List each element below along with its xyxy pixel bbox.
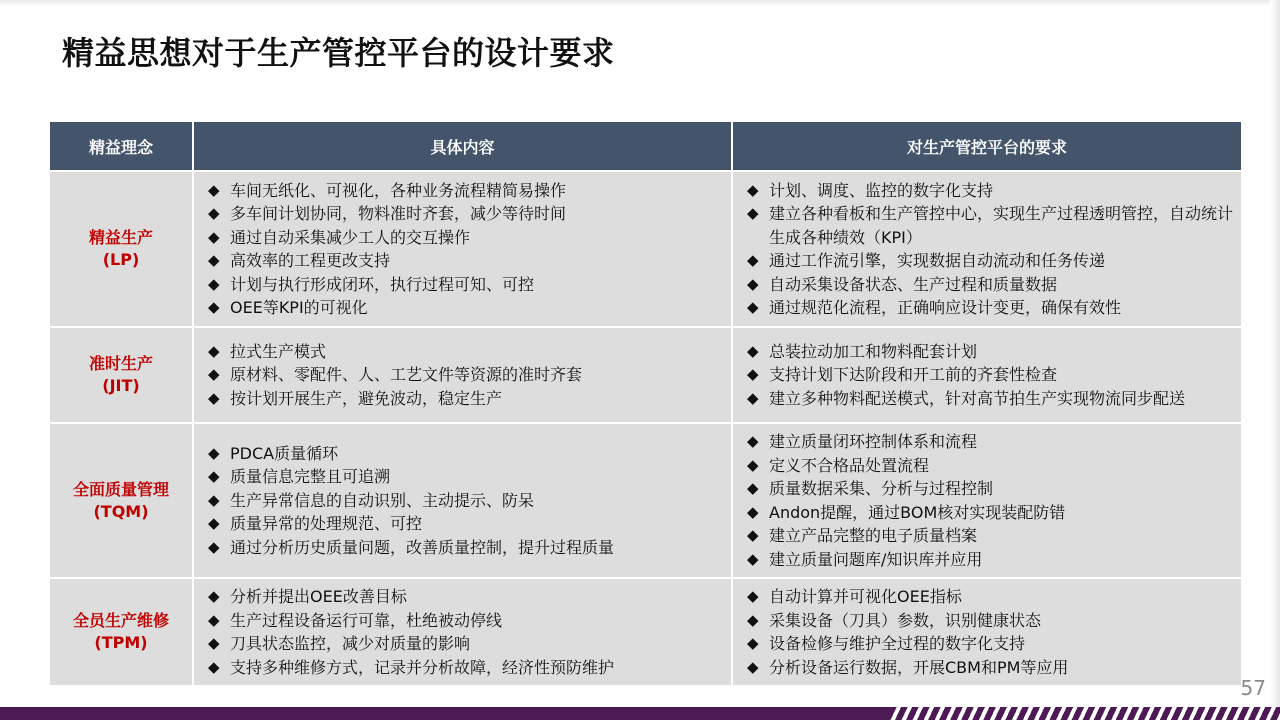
table-body — [50, 171, 1241, 686]
table-row — [50, 578, 1241, 686]
list-item-text: 采集设备（刀具）参数，识别健康状态 — [769, 610, 1042, 630]
list-item-text: 总装拉动加工和物料配套计划 — [769, 341, 978, 361]
list-item-text: 生产过程设备运行可靠，杜绝被动停线 — [230, 610, 503, 630]
concept-name: 精益生产 — [88, 228, 153, 247]
diamond-bullet-icon: ◆ — [747, 587, 759, 605]
concept-abbr: (TPM) — [94, 633, 148, 652]
concept-cell — [50, 423, 193, 578]
diamond-bullet-icon: ◆ — [208, 443, 220, 462]
requirements-cell — [732, 578, 1241, 686]
list-item-text: 质量信息完整且可追溯 — [230, 467, 391, 487]
header-requirements: 对生产管控平台的要求 — [732, 122, 1241, 171]
top-edge-shadow — [0, 0, 1280, 6]
list-item — [747, 296, 1233, 320]
list-item-text: 通过规范化流程，正确响应设计变更，确保有效性 — [769, 298, 1122, 317]
diamond-bullet-icon: ◆ — [747, 526, 759, 544]
diamond-bullet-icon: ◆ — [747, 634, 759, 652]
list-item-text: 建立多种物料配送模式，针对高节拍生产实现物流同步配送 — [769, 388, 1186, 408]
list-item-text: 通过分析历史质量问题，改善质量控制，提升过程质量 — [230, 537, 615, 557]
diamond-bullet-icon: ◆ — [747, 251, 759, 269]
list-item-text: 支持多种维修方式，记录并分析故障，经济性预防维护 — [230, 657, 615, 677]
diamond-bullet-icon: ◆ — [747, 610, 759, 629]
list-item-text: 高效率的工程更改支持 — [230, 251, 391, 270]
header-content: 具体内容 — [193, 122, 732, 171]
diamond-bullet-icon: ◆ — [208, 365, 220, 384]
concept-name: 全员生产维修 — [72, 611, 169, 630]
requirements-cell — [732, 171, 1241, 327]
content-cell — [193, 578, 732, 686]
diamond-bullet-icon: ◆ — [208, 657, 220, 676]
header-concept: 精益理念 — [50, 122, 193, 171]
list-item — [747, 609, 1233, 633]
list-item — [747, 363, 1233, 387]
list-item — [747, 430, 1233, 454]
concept-cell — [50, 327, 193, 423]
list-item-text: 建立产品完整的电子质量档案 — [769, 526, 978, 545]
footer-band — [0, 707, 890, 720]
diamond-bullet-icon: ◆ — [208, 298, 220, 316]
list-item — [747, 179, 1233, 203]
list-item-text: 定义不合格品处置流程 — [769, 455, 930, 475]
list-item — [208, 202, 723, 226]
concept-abbr: (JIT) — [102, 376, 140, 395]
list-item-text: 分析并提出OEE改善目标 — [230, 587, 407, 606]
list-item-text: OEE等KPI的可视化 — [230, 298, 368, 317]
diamond-bullet-icon: ◆ — [208, 180, 220, 199]
requirements-cell — [732, 423, 1241, 578]
list-item-text: 刀具状态监控，减少对质量的影响 — [230, 634, 471, 653]
concept-abbr: (LP) — [102, 250, 140, 269]
diamond-bullet-icon: ◆ — [208, 490, 220, 509]
list-item-text: 设备检修与维护全过程的数字化支持 — [769, 634, 1026, 653]
diamond-bullet-icon: ◆ — [208, 274, 220, 293]
list-item-text: PDCA质量循环 — [230, 443, 339, 463]
slide-title: 精益思想对于生产管控平台的设计要求 — [62, 34, 615, 72]
diamond-bullet-icon: ◆ — [747, 657, 759, 676]
list-item — [747, 477, 1233, 501]
requirements-cell — [732, 327, 1241, 423]
list-item-text: 原材料、零配件、人、工艺文件等资源的准时齐套 — [230, 365, 583, 385]
diamond-bullet-icon: ◆ — [208, 341, 220, 360]
bullet-list — [208, 585, 723, 679]
diamond-bullet-icon: ◆ — [208, 227, 220, 246]
list-item — [208, 442, 723, 466]
list-item-text: 车间无纸化、可视化，各种业务流程精简易操作 — [230, 180, 567, 200]
diamond-bullet-icon: ◆ — [208, 537, 220, 556]
diamond-bullet-icon: ◆ — [747, 365, 759, 384]
list-item — [208, 585, 723, 609]
right-edge-shadow — [1270, 0, 1280, 720]
concept-cell — [50, 171, 193, 327]
list-item — [208, 273, 723, 297]
table-row — [50, 423, 1241, 578]
diamond-bullet-icon: ◆ — [747, 549, 759, 568]
list-item-text: Andon提醒，通过BOM核对实现装配防错 — [769, 502, 1066, 522]
lean-requirements-table — [50, 122, 1241, 687]
diamond-bullet-icon: ◆ — [747, 502, 759, 521]
list-item — [747, 656, 1233, 680]
footer-stripes — [890, 707, 1280, 720]
list-item-text: 多车间计划协同，物料准时齐套，减少等待时间 — [230, 204, 567, 223]
content-cell — [193, 171, 732, 327]
list-item — [747, 387, 1233, 411]
list-item — [208, 387, 723, 411]
table-row — [50, 327, 1241, 423]
diamond-bullet-icon: ◆ — [747, 388, 759, 407]
bullet-list — [208, 340, 723, 411]
list-item — [208, 536, 723, 560]
list-item — [747, 548, 1233, 572]
list-item-text: 计划与执行形成闭环，执行过程可知、可控 — [230, 274, 535, 294]
diamond-bullet-icon: ◆ — [747, 274, 759, 293]
list-item — [747, 454, 1233, 478]
list-item — [208, 609, 723, 633]
concept-abbr: (TQM) — [93, 501, 149, 521]
bullet-list — [747, 585, 1233, 679]
diamond-bullet-icon: ◆ — [747, 204, 759, 222]
list-item — [208, 249, 723, 273]
content-cell — [193, 327, 732, 423]
table-header-row — [50, 122, 1241, 171]
list-item — [747, 202, 1233, 249]
list-item — [747, 585, 1233, 609]
diamond-bullet-icon: ◆ — [747, 298, 759, 316]
list-item — [747, 249, 1233, 273]
diamond-bullet-icon: ◆ — [208, 251, 220, 269]
list-item-text: 计划、调度、监控的数字化支持 — [769, 180, 994, 200]
list-item-text: 质量数据采集、分析与过程控制 — [769, 479, 994, 498]
list-item-text: 建立质量闭环控制体系和流程 — [769, 432, 978, 451]
diamond-bullet-icon: ◆ — [208, 388, 220, 407]
diamond-bullet-icon: ◆ — [208, 204, 220, 222]
diamond-bullet-icon: ◆ — [747, 432, 759, 450]
list-item-text: 自动采集设备状态、生产过程和质量数据 — [769, 274, 1058, 294]
list-item-text: 按计划开展生产，避免波动，稳定生产 — [230, 388, 503, 408]
diamond-bullet-icon: ◆ — [747, 479, 759, 497]
diamond-bullet-icon: ◆ — [208, 610, 220, 629]
list-item — [208, 512, 723, 536]
list-item — [208, 489, 723, 513]
bullet-list — [208, 442, 723, 560]
content-cell — [193, 423, 732, 578]
list-item — [208, 179, 723, 203]
list-item-text: 建立各种看板和生产管控中心，实现生产过程透明管控，自动统计生成各种绩效（KPI） — [769, 204, 1234, 247]
list-item — [747, 524, 1233, 548]
list-item-text: 拉式生产模式 — [230, 341, 327, 361]
list-item — [747, 273, 1233, 297]
list-item — [208, 296, 723, 320]
table-row — [50, 171, 1241, 327]
list-item — [208, 340, 723, 364]
list-item — [747, 501, 1233, 525]
list-item-text: 自动计算并可视化OEE指标 — [769, 587, 962, 606]
list-item-text: 质量异常的处理规范、可控 — [230, 514, 423, 534]
list-item-text: 支持计划下达阶段和开工前的齐套性检查 — [769, 365, 1058, 385]
list-item-text: 分析设备运行数据，开展CBM和PM等应用 — [769, 657, 1069, 677]
list-item — [747, 340, 1233, 364]
bullet-list — [747, 179, 1233, 320]
diamond-bullet-icon: ◆ — [208, 634, 220, 652]
list-item — [208, 632, 723, 656]
page-number: 57 — [1240, 676, 1266, 700]
concept-cell — [50, 578, 193, 686]
diamond-bullet-icon: ◆ — [747, 341, 759, 360]
list-item-text: 通过自动采集减少工人的交互操作 — [230, 227, 471, 247]
list-item-text: 通过工作流引擎，实现数据自动流动和任务传递 — [769, 251, 1106, 270]
list-item — [208, 465, 723, 489]
bullet-list — [747, 430, 1233, 571]
bullet-list — [747, 340, 1233, 411]
diamond-bullet-icon: ◆ — [208, 587, 220, 605]
diamond-bullet-icon: ◆ — [747, 455, 759, 474]
concept-name: 准时生产 — [88, 354, 153, 373]
list-item-text: 生产异常信息的自动识别、主动提示、防呆 — [230, 490, 535, 510]
list-item — [747, 632, 1233, 656]
bullet-list — [208, 179, 723, 320]
concept-name: 全面质量管理 — [72, 479, 169, 499]
diamond-bullet-icon: ◆ — [747, 180, 759, 199]
list-item — [208, 226, 723, 250]
diamond-bullet-icon: ◆ — [208, 514, 220, 533]
list-item — [208, 656, 723, 680]
list-item — [208, 363, 723, 387]
diamond-bullet-icon: ◆ — [208, 467, 220, 486]
list-item-text: 建立质量问题库/知识库并应用 — [769, 549, 983, 569]
